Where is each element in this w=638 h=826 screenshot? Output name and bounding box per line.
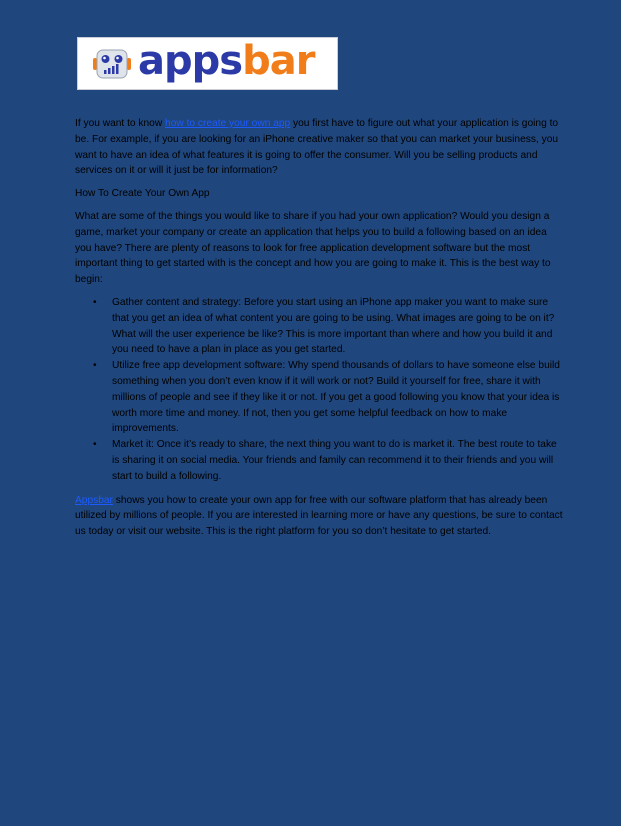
list-item-text: Gather content and strategy: Before you start using an iPhone app maker you want to make sure that you get an idea of what content you are going to be using. What images are going to be on it? What will the user experience be like? This is more important than where and how you build it and you need to have a plan in place as you get started. [112, 296, 555, 356]
intro-text-before: If you want to know [75, 118, 166, 129]
closing-paragraph [75, 493, 565, 540]
closing-text: shows you how to create your own app for free with our software platform that has already been utilized by millions of people. If you are interested in learning more or have any questions, be sure to contact us today or visit our website. This is the right platform for you so don’t hesitate to get started. [75, 494, 563, 538]
robot-logo-icon [92, 45, 132, 83]
appsbar-link[interactable]: Appsbar [75, 494, 113, 506]
intro-text-after: you first have to figure out what your application is going to be. For example, if you are looking for an iPhone creative maker so that you can market your business, you want to have an idea of what features it is going to offer the consumer. Will you be selling products and services on it or will it just be for information? [75, 118, 559, 177]
bullet-marker: • [93, 439, 97, 451]
logo-wordmark [138, 37, 315, 84]
logo-wordmark-bar: bar [242, 37, 315, 84]
list-item-text: Utilize free app development software: Why spend thousands of dollars to have someone else build something when you don’t even know if it will work or not? Build it yourself for free, share it with millions of people and see if they like it or not. If you get a good following you know that your idea is worth more time and money. If not, then you get some helpful feedback on how to make improvements. [112, 360, 560, 435]
list-item [75, 358, 565, 437]
section-heading: How To Create Your Own App [75, 188, 210, 200]
intro-paragraph [75, 116, 565, 179]
list-item [75, 295, 565, 358]
appsbar-logo [77, 37, 338, 90]
bullet-marker: • [93, 360, 97, 372]
steps-list [75, 295, 565, 485]
logo-wordmark-apps: apps [138, 37, 243, 84]
bullet-marker: • [93, 296, 97, 308]
list-item [75, 437, 565, 484]
document-body [75, 116, 565, 547]
body-paragraph: What are some of the things you would like to share if you had your own application? Would you design a game, market your company or create an application that helps you to build a following based on an idea you have? There are plenty of reasons to look for free application development software but the most important thing to get started with is the concept and how you are going to make it. This is the best way to begin: [75, 210, 551, 286]
how-to-create-app-link[interactable]: how to create your own app [165, 118, 291, 129]
list-item-text: Market it: Once it’s ready to share, the next thing you want to do is market it. The best route to take is sharing it on social media. Your friends and family can recommend it to their friends and you will start to build a following. [112, 439, 557, 482]
